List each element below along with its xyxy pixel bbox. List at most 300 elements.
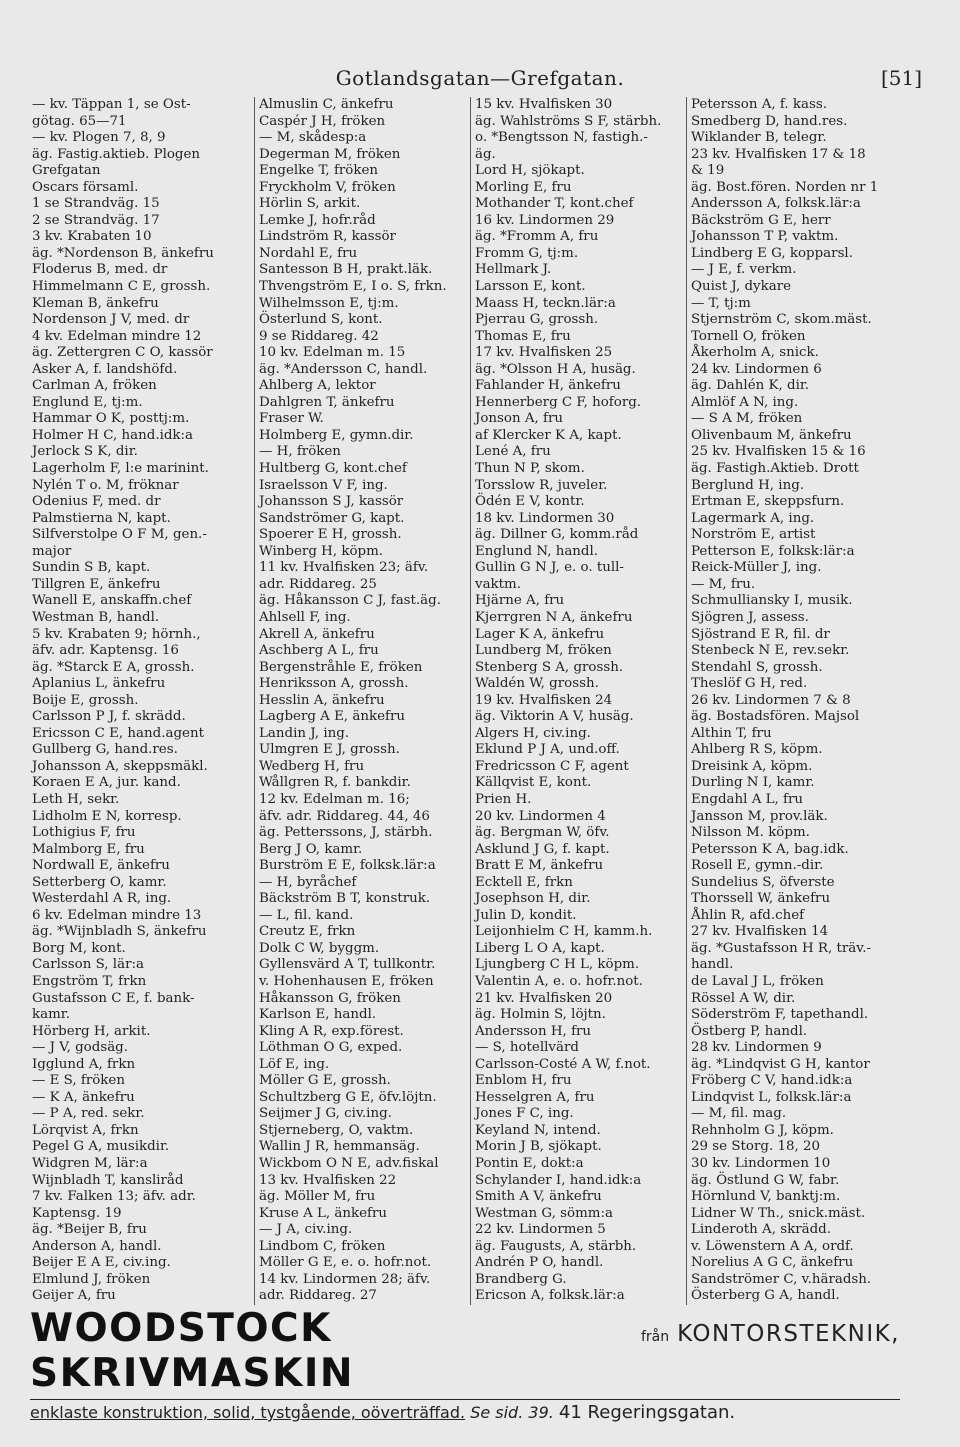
- directory-entry: Österlund S, kont.: [259, 312, 383, 328]
- directory-entry: Ahlsell F, ing.: [259, 609, 351, 625]
- directory-entry: äg. Wahlströms S F, stärbh.: [475, 113, 662, 129]
- directory-entry: Berglund H, ing.: [691, 477, 805, 493]
- directory-entry: Julin D, kondit.: [475, 907, 577, 923]
- directory-entry: Löf E, ing.: [259, 1056, 330, 1072]
- directory-entry: vaktm.: [475, 576, 521, 592]
- directory-entry: — P A, red. sekr.: [32, 1106, 145, 1122]
- directory-entry: Waldén W, grossh.: [475, 676, 599, 692]
- directory-entry: — T, tj:m: [691, 295, 751, 311]
- directory-entry: Nordwall E, änkefru: [32, 858, 170, 874]
- directory-entry: Sandströmer G, kapt.: [259, 510, 405, 526]
- directory-entry: Widgren M, lär:a: [32, 1156, 148, 1171]
- directory-entry: Kjerrgren N A, änkefru: [475, 609, 633, 625]
- directory-entry: Stenbeck N E, rev.sekr.: [691, 643, 850, 659]
- directory-entry: o. *Bengtsson N, fastigh.-: [475, 130, 648, 146]
- directory-entry: — M, fil. mag.: [691, 1106, 787, 1122]
- directory-entry: Caspér J H, fröken: [259, 113, 386, 129]
- directory-entry: — kv. Plogen 7, 8, 9: [32, 130, 166, 146]
- directory-entry: äg. Bostadsfören. Majsol: [691, 709, 860, 725]
- directory-entry: Östberg P, handl.: [691, 1023, 808, 1039]
- directory-entry: Hörnlund V, banktj:m.: [691, 1189, 841, 1205]
- directory-entry: Oscars församl.: [32, 179, 139, 195]
- directory-entry: Thun N P, skom.: [475, 461, 585, 477]
- ad-page-reference: Se sid. 39.: [470, 1403, 554, 1422]
- directory-entry: Jerlock S K, dir.: [32, 444, 138, 460]
- directory-entry: 25 kv. Hvalfisken 15 & 16: [691, 444, 866, 460]
- directory-entry: — J V, godsäg.: [32, 1040, 129, 1056]
- directory-entry: Thorssell W, änkefru: [691, 891, 831, 907]
- directory-entry: Westman G, sömm:a: [475, 1205, 613, 1221]
- directory-entry: Wedberg H, fru: [259, 758, 365, 774]
- directory-entry: Carlsson P J, f. skrädd.: [32, 709, 186, 725]
- directory-entry: Karlson E, handl.: [259, 1007, 377, 1023]
- ad-from: från: [640, 1329, 670, 1345]
- directory-entry: Andrén P O, handl.: [475, 1255, 604, 1271]
- directory-entry: äg. Dillner G, komm.råd: [475, 527, 639, 543]
- directory-entry: Eklund P J A, und.off.: [475, 742, 620, 758]
- ad-company: KONTORSTEKNIK,: [677, 1321, 900, 1347]
- directory-entry: Dahlgren T, änkefru: [259, 394, 395, 410]
- directory-entry: Wilhelmsson E, tj:m.: [259, 295, 399, 311]
- directory-entry: Jansson M, prov.läk.: [691, 808, 828, 824]
- ad-headline: [30, 1306, 900, 1396]
- ad-tagline-text: enklaste konstruktion, solid, tystgående, oöverträffad.: [30, 1403, 466, 1422]
- directory-entry: Ahlberg A, lektor: [259, 378, 376, 394]
- directory-entry: adr. Riddareg. 25: [259, 576, 377, 592]
- directory-entry: Sjöstrand E R, fil. dr: [691, 626, 830, 642]
- directory-entry: Rosell E, gymn.-dir.: [691, 858, 824, 874]
- directory-entry: Gyllensvärd A T, tullkontr.: [259, 957, 436, 973]
- directory-entry: Fahlander H, änkefru: [475, 378, 621, 394]
- directory-entry: 16 kv. Lindormen 29: [475, 212, 615, 228]
- directory-entry: 14 kv. Lindormen 28; äfv.: [259, 1271, 431, 1287]
- directory-entry: Thomas E, fru: [475, 328, 571, 344]
- directory-entry: Silfverstolpe O F M, gen.-: [32, 527, 207, 543]
- directory-entry: Dolk C W, byggm.: [259, 940, 380, 956]
- directory-entry: Aplanius L, änkefru: [32, 676, 166, 692]
- directory-entry: — kv. Täppan 1, se Öst-: [32, 97, 191, 112]
- directory-entry: Tornell O, fröken: [691, 328, 806, 344]
- directory-entry: Valentin A, e. o. hofr.not.: [475, 973, 643, 989]
- directory-entry: Lagermark A, ing.: [691, 510, 815, 526]
- directory-entry: äg. *Gustafsson H R, träv.-: [691, 940, 872, 956]
- directory-entry: Pegel G A, musikdir.: [32, 1139, 170, 1155]
- directory-entry: Österberg G A, handl.: [691, 1288, 840, 1304]
- directory-entry: 17 kv. Hvalfisken 25: [475, 345, 613, 361]
- directory-entry: Holmberg E, gymn.dir.: [259, 427, 414, 443]
- directory-entry: götag. 65—71: [32, 113, 127, 129]
- directory-entry: Pontin E, dokt:a: [475, 1156, 584, 1171]
- directory-entry: Thvengström E, I o. S, frkn.: [259, 279, 447, 295]
- directory-column-2: [254, 97, 470, 1305]
- directory-entry: Lindström R, kassör: [259, 229, 396, 245]
- directory-entry: Lidner W Th., snick.mäst.: [691, 1205, 866, 1221]
- directory-entry: 26 kv. Lindormen 7 & 8: [691, 692, 851, 708]
- directory-entry: Durling N I, kamr.: [691, 775, 815, 791]
- directory-entry: Floderus B, med. dr: [32, 262, 168, 278]
- directory-entry: Stenberg S A, grossh.: [475, 659, 624, 675]
- directory-entry: 2 se Strandväg. 17: [32, 212, 160, 228]
- directory-entry: Bergenstråhle E, fröken: [259, 659, 423, 675]
- directory-entry: — S A M, fröken: [691, 411, 803, 427]
- directory-entry: äg. *Andersson C, handl.: [259, 361, 428, 377]
- directory-entry: Carlsson S, lär:a: [32, 957, 144, 973]
- directory-entry: 7 kv. Falken 13; äfv. adr.: [32, 1189, 196, 1205]
- directory-entry: äfv. adr. Riddareg. 44, 46: [259, 808, 430, 824]
- directory-entry: Almuslin C, änkefru: [259, 97, 394, 112]
- directory-entry: Josephson H, dir.: [475, 891, 591, 907]
- directory-entry: Lothigius F, fru: [32, 825, 136, 841]
- directory-entry: Lundberg M, fröken: [475, 643, 612, 659]
- directory-entry: 28 kv. Lindormen 9: [691, 1040, 822, 1056]
- directory-entry: Kaptensg. 19: [32, 1205, 122, 1221]
- directory-entry: Sandströmer C, v.häradsh.: [691, 1271, 872, 1287]
- directory-column-4: [686, 97, 900, 1305]
- directory-entry: af Klercker K A, kapt.: [475, 427, 622, 443]
- directory-entry: 11 kv. Hvalfisken 23; äfv.: [259, 560, 429, 576]
- directory-entry: Linderoth A, skrädd.: [691, 1222, 831, 1238]
- directory-entry: äg. Bergman W, öfv.: [475, 825, 610, 841]
- directory-entry: Englund E, tj:m.: [32, 394, 143, 410]
- directory-entry: äg. *Wijnbladh S, änkefru: [32, 924, 207, 940]
- directory-entry: 3 kv. Krabaten 10: [32, 229, 152, 245]
- directory-entry: Ödén E V, kontr.: [475, 494, 585, 510]
- directory-entry: Wickbom O N E, adv.fiskal: [259, 1156, 439, 1171]
- directory-entry: Tillgren E, änkefru: [32, 576, 161, 592]
- directory-entry: Carlsson-Costé A W, f.not.: [475, 1056, 651, 1072]
- directory-entry: Smedberg D, hand.res.: [691, 113, 848, 129]
- directory-entry: Åkerholm A, snick.: [691, 345, 819, 361]
- directory-entry: Lindqvist L, folksk.lär:a: [691, 1089, 852, 1105]
- directory-entry: Althin T, fru: [691, 725, 772, 741]
- directory-entry: äg. Holmin S, löjtn.: [475, 1007, 606, 1023]
- directory-entry: Carlman A, fröken: [32, 378, 157, 394]
- directory-entry: — K A, änkefru: [32, 1089, 135, 1105]
- directory-entry: Pjerrau G, grossh.: [475, 312, 599, 328]
- ad-tagline: [30, 1399, 900, 1423]
- directory-entry: Algers H, civ.ing.: [475, 725, 591, 741]
- directory-entry: Lindbom C, fröken: [259, 1238, 386, 1254]
- directory-entry: 22 kv. Lindormen 5: [475, 1222, 606, 1238]
- directory-entry: Elmlund J, fröken: [32, 1271, 151, 1287]
- directory-entry: Beijer E A E, civ.ing.: [32, 1255, 171, 1271]
- directory-entry: äg. Håkansson C J, fast.äg.: [259, 593, 441, 609]
- directory-entry: äg. *Starck E A, grossh.: [32, 659, 195, 675]
- directory-entry: Hennerberg C F, hoforg.: [475, 394, 642, 410]
- directory-entry: Andersson A, folksk.lär:a: [691, 196, 861, 212]
- directory-entry: adr. Riddareg. 27: [259, 1288, 377, 1304]
- directory-entry: Jones F C, ing.: [475, 1106, 574, 1122]
- directory-entry: Fromm G, tj:m.: [475, 245, 579, 261]
- page-title: Gotlandsgatan—Grefgatan.: [335, 66, 625, 90]
- directory-entry: Ljungberg C H L, köpm.: [475, 957, 640, 973]
- directory-entry: äg. Möller M, fru: [259, 1189, 376, 1205]
- directory-entry: Ericson A, folksk.lär:a: [475, 1288, 625, 1304]
- directory-entry: äfv. adr. Kaptensg. 16: [32, 643, 179, 659]
- directory-entry: 30 kv. Lindormen 10: [691, 1156, 831, 1171]
- directory-entry: Keyland N, intend.: [475, 1122, 601, 1138]
- directory-entry: Fryckholm V, fröken: [259, 179, 396, 195]
- directory-entry: äg. Fastig.aktieb. Plogen: [32, 146, 201, 162]
- directory-entry: Lindberg E G, kopparsl.: [691, 245, 853, 261]
- directory-entry: äg. Viktorin A V, husäg.: [475, 709, 634, 725]
- directory-entry: Holmer H C, hand.idk:a: [32, 427, 194, 443]
- directory-entry: Enblom H, fru: [475, 1073, 572, 1089]
- directory-entry: Quist J, dykare: [691, 279, 792, 295]
- directory-entry: Koraen E A, jur. kand.: [32, 775, 181, 791]
- directory-entry: Hesselgren A, fru: [475, 1089, 595, 1105]
- directory-entry: Geijer A, fru: [32, 1288, 116, 1304]
- directory-entry: Wallin J R, hemmansäg.: [259, 1139, 420, 1155]
- directory-entry: — H, byråchef: [259, 874, 357, 890]
- directory-entry: Rehnholm G J, köpm.: [691, 1122, 834, 1138]
- directory-entry: Larsson E, kont.: [475, 279, 586, 295]
- directory-entry: Grefgatan: [32, 163, 101, 179]
- directory-entry: Schylander I, hand.idk:a: [475, 1172, 642, 1188]
- directory-entry: Leijonhielm C H, kamm.h.: [475, 924, 653, 940]
- directory-entry: Lörqvist A, frkn: [32, 1122, 139, 1138]
- directory-entry: Bäckström B T, konstruk.: [259, 891, 431, 907]
- directory-entry: Wijnbladh T, kansliråd: [32, 1172, 184, 1188]
- directory-entry: Lagerholm F, l:e marinint.: [32, 461, 209, 477]
- directory-entry: äg. *Olsson H A, husäg.: [475, 361, 636, 377]
- directory-entry: Rössel A W, dir.: [691, 990, 796, 1006]
- directory-entry: äg. Dahlén K, dir.: [691, 378, 810, 394]
- directory-entry: Lidholm E N, korresp.: [32, 808, 182, 824]
- directory-entry: Söderström F, tapethandl.: [691, 1007, 869, 1023]
- directory-entry: Ertman E, skeppsfurn.: [691, 494, 845, 510]
- directory-entry: de Laval J L, fröken: [691, 973, 824, 989]
- directory-entry: Mothander T, kont.chef: [475, 196, 634, 212]
- directory-entry: Johansson A, skeppsmäkl.: [32, 758, 208, 774]
- directory-entry: Lagberg A E, änkefru: [259, 709, 406, 725]
- directory-entry: Maass H, teckn.lär:a: [475, 295, 616, 311]
- directory-entry: 23 kv. Hvalfisken 17 & 18: [691, 146, 866, 162]
- directory-entry: & 19: [691, 163, 725, 179]
- directory-entry: 5 kv. Krabaten 9; hörnh.,: [32, 626, 201, 642]
- advertisement: [30, 1306, 900, 1423]
- page-header: [0, 66, 960, 96]
- directory-entry: 15 kv. Hvalfisken 30: [475, 97, 613, 112]
- directory-entry: Stjernström C, skom.mäst.: [691, 312, 872, 328]
- directory-entry: äg. Östlund G W, fabr.: [691, 1172, 840, 1188]
- directory-entry: Hultberg G, kont.chef: [259, 461, 407, 477]
- directory-entry: Berg J O, kamr.: [259, 841, 363, 857]
- directory-column-1: [28, 97, 254, 1305]
- directory-entry: Reick-Müller J, ing.: [691, 560, 822, 576]
- directory-entry: Johansson T P, vaktm.: [691, 229, 839, 245]
- directory-entry: Ahlberg R S, köpm.: [691, 742, 823, 758]
- directory-entry: äg. Faugusts, A, stärbh.: [475, 1238, 637, 1254]
- directory-entry: Norelius A G C, änkefru: [691, 1255, 854, 1271]
- directory-entry: Leth H, sekr.: [32, 791, 120, 807]
- directory-entry: Theslöf G H, red.: [691, 676, 808, 692]
- directory-entry: Sundin S B, kapt.: [32, 560, 151, 576]
- directory-entry: äg. *Nordenson B, änkefru: [32, 245, 214, 261]
- directory-entry: Ecktell E, frkn: [475, 874, 573, 890]
- directory-entry: Landin J, ing.: [259, 725, 350, 741]
- directory-entry: Kruse A L, änkefru: [259, 1205, 388, 1221]
- directory-entry: Lord H, sjökapt.: [475, 163, 585, 179]
- directory-entry: — E S, fröken: [32, 1073, 125, 1089]
- directory-entry: Jonson A, fru: [475, 411, 564, 427]
- directory-entry: äg. Bost.fören. Norden nr 1: [691, 179, 879, 195]
- directory-entry: Borg M, kont.: [32, 940, 126, 956]
- directory-entry: Möller G E, e. o. hofr.not.: [259, 1255, 432, 1271]
- directory-entry: Nilsson M. köpm.: [691, 825, 810, 841]
- directory-entry: Johansson S J, kassör: [259, 494, 404, 510]
- directory-entry: Hellmark J.: [475, 262, 552, 278]
- directory-entry: Westerdahl A R, ing.: [32, 891, 172, 907]
- directory-entry: Creutz E, frkn: [259, 924, 356, 940]
- directory-entry: Prien H.: [475, 791, 532, 807]
- directory-entry: Winberg H, köpm.: [259, 543, 384, 559]
- directory-entry: — J A, civ.ing.: [259, 1222, 353, 1238]
- directory-entry: Kleman B, änkefru: [32, 295, 159, 311]
- directory-entry: Fraser W.: [259, 411, 324, 427]
- directory-entry: 9 se Riddareg. 42: [259, 328, 379, 344]
- directory-entry: Palmstierna N, kapt.: [32, 510, 171, 526]
- directory-entry: Boije E, grossh.: [32, 692, 139, 708]
- directory-entry: Liberg L O A, kapt.: [475, 940, 605, 956]
- directory-entry: Nordenson J V, med. dr: [32, 312, 190, 328]
- directory-entry: Aschberg A L, fru: [259, 643, 379, 659]
- directory-entry: Asklund J G, f. kapt.: [475, 841, 610, 857]
- directory-entry: Petterson E, folksk:lär:a: [691, 543, 855, 559]
- directory-entry: äg. Petterssons, J, stärbh.: [259, 825, 433, 841]
- directory-entry: 1 se Strandväg. 15: [32, 196, 160, 212]
- directory-entry: Hjärne A, fru: [475, 593, 565, 609]
- directory-entry: 6 kv. Edelman mindre 13: [32, 907, 202, 923]
- directory-entry: Ericsson C E, hand.agent: [32, 725, 204, 741]
- directory-entry: äg.: [475, 146, 496, 162]
- directory-entry: Norström E, artist: [691, 527, 816, 543]
- directory-entry: Nylén T o. M, fröknar: [32, 477, 179, 493]
- directory-entry: Fredricsson C F, agent: [475, 758, 629, 774]
- directory-entry: Akrell A, änkefru: [259, 626, 375, 642]
- directory-entry: Ulmgren E J, grossh.: [259, 742, 400, 758]
- directory-entry: — S, hotellvärd: [475, 1040, 579, 1056]
- directory-entry: äg. Zettergren C O, kassör: [32, 345, 213, 361]
- directory-entry: Malmborg E, fru: [32, 841, 145, 857]
- directory-entry: Petersson K A, bag.idk.: [691, 841, 849, 857]
- directory-entry: major: [32, 543, 72, 559]
- directory-entry: 21 kv. Hvalfisken 20: [475, 990, 613, 1006]
- directory-entry: Burström E E, folksk.lär:a: [259, 858, 436, 874]
- directory-entry: Englund N, handl.: [475, 543, 599, 559]
- directory-entry: Hörberg H, arkit.: [32, 1023, 151, 1039]
- directory-entry: — L, fil. kand.: [259, 907, 354, 923]
- directory-entry: Möller G E, grossh.: [259, 1073, 391, 1089]
- directory-entry: 4 kv. Edelman mindre 12: [32, 328, 202, 344]
- directory-entry: Engdahl A L, fru: [691, 791, 804, 807]
- directory-entry: Hörlin S, arkit.: [259, 196, 361, 212]
- directory-entry: 13 kv. Hvalfisken 22: [259, 1172, 397, 1188]
- directory-entry: Himmelmann C E, grossh.: [32, 279, 211, 295]
- directory-entry: Stendahl S, grossh.: [691, 659, 823, 675]
- directory-entry: Almlöf A N, ing.: [691, 394, 799, 410]
- directory-entry: äg. Fastigh.Aktieb. Drott: [691, 461, 859, 477]
- directory-entry: Olivenbaum M, änkefru: [691, 427, 852, 443]
- directory-entry: Andersson H, fru: [475, 1023, 592, 1039]
- directory-entry: Hammar O K, posttj:m.: [32, 411, 190, 427]
- directory-entry: Seijmer J G, civ.ing.: [259, 1106, 392, 1122]
- directory-entry: Löthman O G, exped.: [259, 1040, 403, 1056]
- directory-entry: Morling E, fru: [475, 179, 572, 195]
- directory-entry: Engelke T, fröken: [259, 163, 379, 179]
- directory-entry: Santesson B H, prakt.läk.: [259, 262, 433, 278]
- directory-entry: Israelsson V F, ing.: [259, 477, 388, 493]
- directory-entry: Gullberg G, hand.res.: [32, 742, 178, 758]
- directory-entry: Sjögren J, assess.: [691, 609, 809, 625]
- directory-entry: Igglund A, frkn: [32, 1056, 136, 1072]
- directory-entry: Stjerneberg, O, vaktm.: [259, 1122, 414, 1138]
- directory-entry: v. Löwenstern A A, ordf.: [691, 1238, 854, 1254]
- page-number: [51]: [880, 66, 922, 90]
- directory-entry: Åhlin R, afd.chef: [691, 907, 805, 923]
- directory-entry: Bäckström G E, herr: [691, 212, 831, 228]
- directory-entry: äg. *Beijer B, fru: [32, 1222, 147, 1238]
- directory-entry: Spoerer E H, grossh.: [259, 527, 402, 543]
- directory-columns: [28, 97, 900, 1305]
- directory-entry: Gullin G N J, e. o. tull-: [475, 560, 624, 576]
- directory-entry: Sundelius S, öfverste: [691, 874, 835, 890]
- directory-entry: Wållgren R, f. bankdir.: [259, 775, 411, 791]
- directory-entry: Nordahl E, fru: [259, 245, 358, 261]
- directory-entry: Schultzberg G E, öfv.löjtn.: [259, 1089, 437, 1105]
- directory-entry: Petersson A, f. kass.: [691, 97, 827, 112]
- directory-entry: 10 kv. Edelman m. 15: [259, 345, 406, 361]
- directory-entry: Torsslow R, juveler.: [475, 477, 608, 493]
- directory-entry: äg. *Fromm A, fru: [475, 229, 599, 245]
- directory-entry: Lager K A, änkefru: [475, 626, 605, 642]
- directory-entry: Setterberg O, kamr.: [32, 874, 167, 890]
- directory-entry: 18 kv. Lindormen 30: [475, 510, 615, 526]
- directory-entry: Hesslin A, änkefru: [259, 692, 385, 708]
- directory-entry: Engström T, frkn: [32, 973, 147, 989]
- directory-entry: Lené A, fru: [475, 444, 551, 460]
- directory-entry: 29 se Storg. 18, 20: [691, 1139, 821, 1155]
- directory-entry: — M, skådesp:a: [259, 130, 367, 146]
- directory-entry: Håkansson G, fröken: [259, 990, 401, 1006]
- directory-entry: Morin J B, sjökapt.: [475, 1139, 602, 1155]
- directory-entry: Gustafsson C E, f. bank-: [32, 990, 195, 1006]
- ad-address: 41 Regeringsgatan.: [558, 1402, 736, 1423]
- directory-entry: Källqvist E, kont.: [475, 775, 592, 791]
- directory-entry: 24 kv. Lindormen 6: [691, 361, 822, 377]
- directory-entry: — H, fröken: [259, 444, 341, 460]
- directory-entry: Smith A V, änkefru: [475, 1189, 602, 1205]
- directory-entry: Bratt E M, änkefru: [475, 858, 604, 874]
- directory-entry: Dreisink A, köpm.: [691, 758, 813, 774]
- directory-entry: Wanell E, anskaffn.chef: [32, 593, 192, 609]
- directory-entry: Westman B, handl.: [32, 609, 160, 625]
- directory-entry: Brandberg G.: [475, 1271, 567, 1287]
- directory-entry: Wiklander B, telegr.: [691, 130, 827, 146]
- directory-entry: Schmulliansky I, musik.: [691, 593, 853, 609]
- directory-entry: Odenius F, med. dr: [32, 494, 161, 510]
- directory-entry: Fröberg C V, hand.idk:a: [691, 1073, 853, 1089]
- directory-column-3: [470, 97, 686, 1305]
- directory-entry: — M, fru.: [691, 576, 756, 592]
- directory-entry: handl.: [691, 957, 734, 973]
- directory-entry: v. Hohenhausen E, fröken: [259, 973, 434, 989]
- directory-entry: Henriksson A, grossh.: [259, 676, 409, 692]
- directory-entry: Degerman M, fröken: [259, 146, 401, 162]
- ad-brand: WOODSTOCK SKRIVMASKIN: [30, 1306, 354, 1396]
- directory-entry: Asker A, f. landshöfd.: [32, 361, 178, 377]
- directory-entry: Lemke J, hofr.råd: [259, 212, 376, 228]
